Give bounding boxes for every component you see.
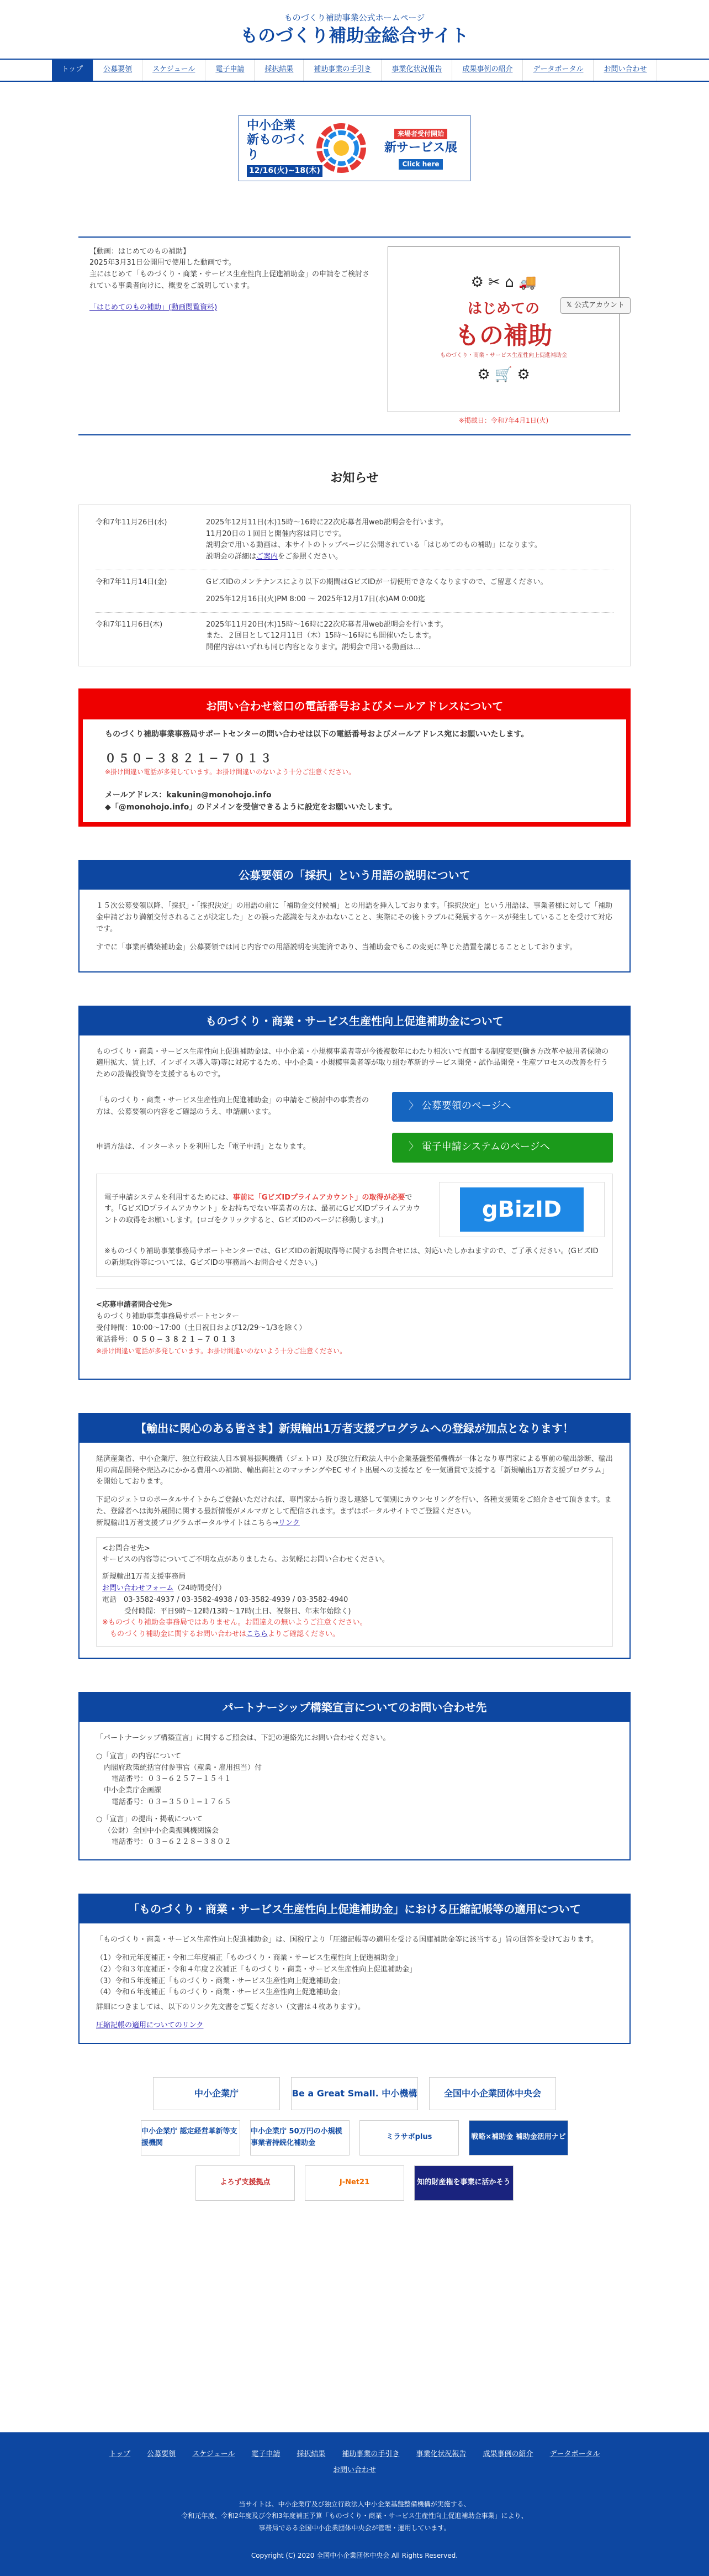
footer-link[interactable]: 公募要領 — [147, 2450, 176, 2458]
x-icon: 𝕏 — [566, 301, 575, 309]
logo-mirasapo[interactable]: ミラサポplus — [359, 2120, 459, 2156]
intro-text-2: 主にはじめて「ものづくり・商業・サービス生産性向上促進補助金」の申請をご検討されている事業者向けに、概要をご説明しています。 — [89, 270, 370, 290]
export-portal-link[interactable]: リンク — [278, 1518, 300, 1527]
assessment-section: 「ものづくり・商業・サービス生産性向上促進補助金」における圧縮記帳等の適用について 「ものづくり・商業・サービス生産性向上促進補助金」は、国税庁より「圧縮記帳等の適用を受ける国庫補助金等に該当する」旨の回答を受けております。 （1）令和元年度補正・令和二年度補正「ものづくり・商業・サービス生産性向上促進補助金」 （2）令和３年度補正・令和４年度２次補正「ものづくり・商業・サービス生産性向上促進補助金」 （3）令和５年度補正「ものづくり・商業・サービス生産性向上促進補助金」 （4）令和６年度補正「ものづくり・商業・サービス生産性向上促進補助金」 詳細につきましては、以下のリンク先文書をご覧ください（文書は４枚あります）。 圧縮記帳の適用についてのリンク — [78, 1894, 631, 2044]
news-item: 令和7年11月14日(金) GビズIDのメンテナンスにより以下の期間はGビズIDが一切使用できなくなりますので、ご留意ください。 2025年12月16日(火)PM 8:00 〜 2025年12月17日(水)AM 0:00迄 — [96, 570, 613, 613]
logo-jnet21[interactable]: J-Net21 — [305, 2165, 404, 2201]
gbizid-box: 電子申請システムを利用するためには、事前に「GビズIDプライムアカウント」の取得が必要です。「GビズIDプライムアカウント」をお持ちでない事業者の方は、最初にGビズIDプライムアカウントの取得をお願いします。(ロゴをクリックすると、GビズIDのページに移動します。) gBizID ※ものづくり補助事業事務局サポートセンターでは、GビズIDの新規取得等に関するお問合せには、対応いたしかねますので、ご了承ください。(GビズIDの新規取得等については、GビズIDの事務局へお問合せください。) — [96, 1174, 613, 1278]
monozukuri-section: ものづくり・商業・サービス生産性向上促進補助金について ものづくり・商業・サービス生産性向上促進補助金は、中小企業・小規模事業者等が今後複数年にわたり相次いで直面する制度変更(働き方改革や被用者保険の適用拡大、賃上げ、インボイス導入等)等に対応するため、中小企業・小規模事業者等が取り組む革新的サービス開発・試作品開発・生産プロセスの改善を行うための設備投資等を支援するものです。 「ものづくり・商業・サービス生産性向上促進補助金」の申請をご検討中の事業者の方は、公募要領の内容をご確認のうえ、申請願います。 〉 公募要領のページへ 申請方法は、インターネットを利用した「電子申請」となります。 〉 電子申請システムのページへ 電子申請システムを利用するためには、事前に「GビズIDプライムアカウント」の取得が必要です。「GビズIDプライムアカウント」をお持ちでない事業者の方は、最初にGビズIDプライムアカウントの取得をお願いします。(ロゴをクリックすると、GビズIDのページに移動します。) gBizID ※ものづくり補助事業事務局サポートセンターでは、GビズIDの新規取得等に関するお問合せには、対応いたしかねますので、ご了承ください。(GビズIDの新規取得等については、GビズIDの事務局へお問合せください。) <応募申請者問合せ先> ものづくり補助事業事務局サポートセンター 受付時間：10:00〜17:00（土日祝日および12/29〜1/3を除く） 電話番号：０５０−３８２１−７０１３ ※掛け間違い電話が多発しています。お掛け間違いのないよう十分ご注意ください。 — [78, 1006, 631, 1380]
banner-r1: 新サービス展 — [384, 140, 457, 155]
intro-heading: 【動画：はじめてのもの補助】 — [89, 247, 191, 256]
nav-jirei[interactable]: 成果事例の紹介 — [452, 60, 523, 81]
banner-dates: 12/16(火)~18(木) — [247, 165, 322, 177]
logo-chusho[interactable]: 中小企業庁 — [153, 2077, 280, 2110]
nav-data[interactable]: データポータル — [523, 60, 594, 81]
site-subtitle: ものづくり補助事業公式ホームページ — [284, 13, 425, 23]
nav-koubo[interactable]: 公募要領 — [93, 60, 142, 81]
nav-denshi[interactable]: 電子申請 — [205, 60, 255, 81]
nav-schedule[interactable]: スケジュール — [142, 60, 205, 81]
assessment-link[interactable]: 圧縮記帳の適用についてのリンク — [96, 2021, 204, 2030]
footer-link[interactable]: 採択結果 — [297, 2450, 326, 2458]
x-account-button[interactable]: 𝕏 公式アカウント — [560, 297, 631, 314]
copyright: Copyright (C) 2020 全国中小企業団体中央会 All Rights Reserved. — [251, 2552, 458, 2560]
support-mail: メールアドレス：kakunin@monohojo.info — [105, 790, 272, 800]
site-title[interactable]: ものづくり補助金総合サイト — [240, 25, 469, 46]
footer-link[interactable]: 成果事例の紹介 — [483, 2450, 533, 2458]
intro-video-link[interactable]: 「はじめてのもの補助」(動画閲覧資料) — [89, 303, 218, 312]
nav-tebiki[interactable]: 補助事業の手引き — [304, 60, 382, 81]
sdgs-wheel-icon — [311, 118, 372, 178]
global-nav — [0, 59, 709, 82]
site-footer: トップ 公募要領 スケジュール 電子申請 採択結果 補助事業の手引き 事業化状況報告 成果事例の紹介 データポータル お問い合わせ 当サイトは、中小企業庁及び独立行政法人中小企業基盤整備機構が実施する、 令和元年度、令和2年度及び令和3年度補正予算「ものづくり・商業・サービス生産性向上促進補助金事業」により、 事務局である全国中小企業団体中央会が管理・運用しています。 Copyright (C) 2020 全国中小企業団体中央会 All Rights Reserved. — [0, 2432, 709, 2576]
partner-logos — [78, 2077, 631, 2110]
expo-banner[interactable] — [239, 115, 470, 181]
denshi-page-button[interactable]: 〉 電子申請システムのページへ — [392, 1133, 613, 1163]
monozukuri-inquiry-link[interactable]: こちら — [246, 1630, 268, 1639]
site-header — [78, 0, 631, 53]
footer-link[interactable]: 事業化状況報告 — [416, 2450, 467, 2458]
news-guide-link[interactable]: ご案内 — [256, 553, 278, 561]
tools-icon: ⚙ ✂ ⌂ 🚚 — [470, 274, 537, 291]
intro-text-1: 2025年3月31日公開用で使用した動画です。 — [89, 259, 236, 267]
gbizid-logo[interactable]: gBizID — [439, 1182, 605, 1237]
chevron-right-icon: 〉 — [409, 1100, 422, 1112]
footer-nav — [106, 2432, 603, 2477]
news-heading: お知らせ — [330, 471, 379, 485]
logo-chizai[interactable]: 知的財産権を事業に活かそう — [414, 2165, 514, 2201]
contact-alert: お問い合わせ窓口の電話番号およびメールアドレスについて ものづくり補助事業事務局サポートセンターの問い合わせは以下の電話番号およびメールアドレス宛にお願いいたします。 ０５０−３８２１−７０１３ ※掛け間違い電話が多発しています。お掛け間違いのないよう十分ご注意ください。 メールアドレス：kakunin@monohojo.info ◆「@monohojo.info」のドメインを受信できるように設定をお願いいたします。 — [78, 688, 631, 827]
page — [78, 0, 631, 53]
video-thumbnail[interactable]: ⚙ ✂ ⌂ 🚚 はじめての もの補助 ものづくり・商業・サービス生産性向上促進補助金 ⚙ 🛒 ⚙ — [388, 246, 620, 412]
support-tel: ０５０−３８２１−７０１３ — [105, 751, 274, 765]
gears-icon: ⚙ 🛒 ⚙ — [477, 366, 530, 383]
logo-jizokuka[interactable]: 中小企業庁 50万円の小規模事業者持続化補助金 — [250, 2120, 350, 2156]
footer-link[interactable]: データポータル — [549, 2450, 600, 2458]
saitaku-section: 公募要領の「採択」という用語の説明について １５次公募要領以降、「採択」・「採択決定」の用語の前に「補助金交付候補」との用語を挿入しております。「採択決定」という用語は、事業者様に対して「補助金申請どおり満額交付されることが決定した」との誤った認識を与えかねないことと、実際にその後トラブルに発展するケースが発生していることを受けて対応です。 すでに「事業再構築補助金」公募要領では同じ内容での用語説明を実施済であり、当補助金でもこの変更に準じた措置を講じることとしております。 — [78, 860, 631, 972]
nav-houkoku[interactable]: 事業化状況報告 — [382, 60, 452, 81]
logo-smrj[interactable]: Be a Great Small. 中小機構 — [291, 2077, 418, 2110]
partnership-section: パートナーシップ構築宣言についてのお問い合わせ先 「パートナーシップ構築宣言」に関するご照会は、下記の連絡先にお問い合わせください。 ○「宣言」の内容について 内閣府政策統括官付参事官（産業・雇用担当）付 電話番号：０３−６２５７−１５４１ 中小企業庁企画課 電話番号：０３−３５０１−１７６５ ○「宣言」の提出・掲載について （公財）全国中小企業振興機関協会 電話番号：０３−６２２８−３８０２ — [78, 1692, 631, 1860]
koubo-page-button[interactable]: 〉 公募要領のページへ — [392, 1092, 613, 1122]
nav-saitaku[interactable]: 採択結果 — [255, 60, 304, 81]
footer-link[interactable]: トップ — [109, 2450, 131, 2458]
banner-l1: 中小企業 — [247, 118, 296, 133]
banner-click-button[interactable]: Click here — [399, 159, 442, 170]
news-list — [78, 504, 631, 666]
news-item: 令和7年11月26日(水) 2025年12月11日(木)15時〜16時に22次応募者用web説明会を行います。 11月20日の１回目と開催内容は同じです。 説明会で用いる動画は、本サイトのトップページに公開されている「はじめてのもの補助」になります。 説明会の詳細はご案内をご参照ください。 — [96, 511, 613, 570]
logo-senryaku[interactable]: 戦略×補助金 補助金活用ナビ — [469, 2120, 568, 2156]
intro-section — [78, 236, 631, 435]
banner-tag: 来場者受付開始 — [394, 129, 447, 139]
logo-nintei[interactable]: 中小企業庁 認定経営革新等支援機関 — [141, 2120, 240, 2156]
footer-link[interactable]: 電子申請 — [251, 2450, 281, 2458]
logo-yorozu[interactable]: よろず支援拠点 — [195, 2165, 295, 2201]
chevron-right-icon: 〉 — [409, 1141, 422, 1153]
nav-top[interactable]: トップ — [52, 60, 94, 81]
logo-chuokai[interactable]: 全国中小企業団体中央会 — [429, 2077, 556, 2110]
footer-link[interactable]: 補助事業の手引き — [342, 2450, 400, 2458]
export-inquiry-form-link[interactable]: お問い合わせフォーム — [102, 1584, 174, 1593]
intro-posted-date: ※掲載日：令和7年4月1日(火) — [458, 416, 549, 424]
footer-link[interactable]: お問い合わせ — [332, 2465, 376, 2474]
nav-contact[interactable]: お問い合わせ — [594, 60, 657, 81]
banner-l2: 新ものづくり — [247, 133, 308, 162]
footer-link[interactable]: スケジュール — [192, 2450, 235, 2458]
export-section: 【輸出に関心のある皆さま】新規輸出1万者支援プログラムへの登録が加点となります！ 経済産業省、中小企業庁、独立行政法人日本貿易振興機構（ジェトロ）及び独立行政法人中小企業基盤整備機構が一体となり専門家による事前の輸出診断、輸出用の商品開発や売込みにかかる費用への補助、輸出商社とのマッチングやEC サイト出展への支援など を一気通貫で支援する「新規輸出1万者支援プログラム」を開始しております。 下記のジェトロのポータルサイトからご登録いただければ、専門家から折り返し連絡して個別にカウンセリングを行い、各種支援策をご紹介させて頂きます。また、登録者へは海外展開に関する最新情報がメルマガとして配信されます。まずはポータルサイトでご登録ください。 新規輸出1万者支援プログラムポータルサイトはこちら→リンク <お問合せ先> サービスの内容等についてご不明な点がありましたら、お気軽にお問い合わせください。 新規輸出1万者支援事務局 お問い合わせフォーム（24時間受付） 電話 03-3582-4937 / 03-3582-4938 / 03-3582-4939 / 03-3582-4940 受付時間：平日9時〜12時/13時〜17時(土日、祝祭日、年末年始除く) ※ものづくり補助金事務局ではありません。お間違えの無いようご注意ください。 ものづくり補助金に関するお問い合わせはこちらよりご確認ください。 — [78, 1413, 631, 1659]
news-item: 令和7年11月6日(木) 2025年11月20日(木)15時〜16時に22次応募者用web説明会を行います。 また、２回目として12月11日（木）15時〜16時にも開催いたします。 開催内容はいずれも同じ内容となります。説明会で用いる動画は... — [96, 620, 448, 652]
